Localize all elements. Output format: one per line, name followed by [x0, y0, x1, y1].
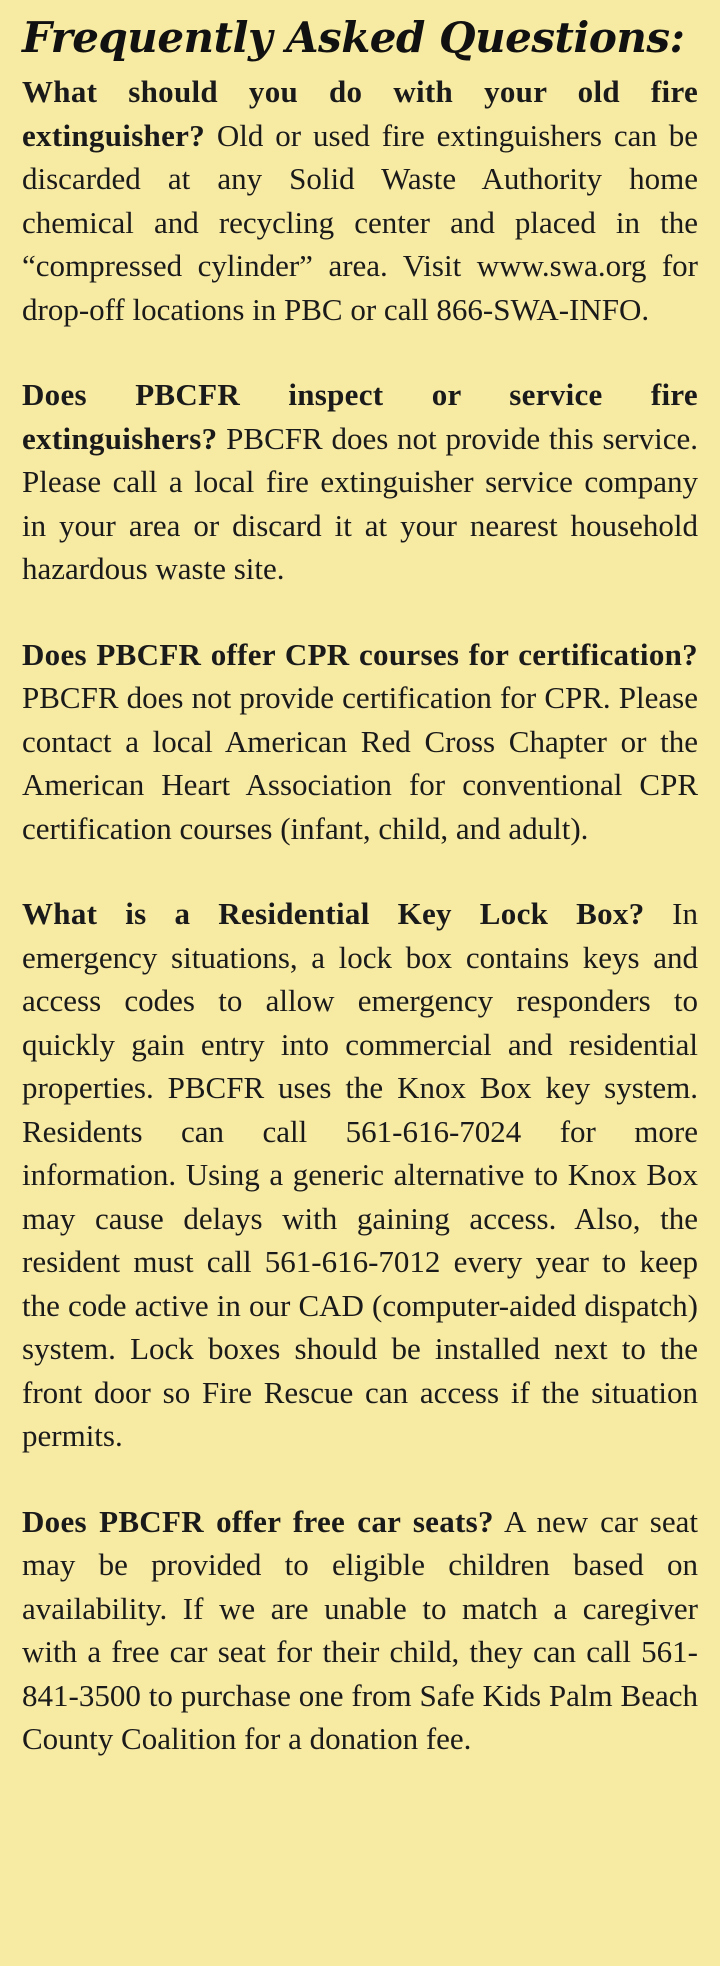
faq-question: Does PBCFR offer free car seats?	[22, 1503, 494, 1539]
faq-answer: PBCFR does not provide certification for CPR. Please contact a local American Red Cross Chapter or the American Heart Association for conventional CPR certification courses (infant, child, and adult).	[22, 680, 698, 846]
faq-answer: Old or used fire extinguishers can be discarded at any Solid Waste Authority home chemical and recycling center and placed in the “compressed cylinder” area. Visit www.swa.org for drop-off locations in PBC or call 866-SWA-INFO.	[22, 117, 698, 327]
faq-answer: A new car seat may be provided to eligible children based on availability. If we are unable to match a caregiver with a free car seat for their child, they can call 561-841-3500 to purchase one from Safe Kids Palm Beach County Coalition for a donation fee.	[22, 1503, 698, 1756]
faq-item-car-seats	[22, 1500, 698, 1761]
faq-item-key-lock-box	[22, 892, 698, 1458]
faq-question: Does PBCFR offer CPR courses for certification?	[22, 636, 698, 672]
faq-item-inspect-service	[22, 373, 698, 591]
faq-answer: In emergency situations, a lock box contains keys and access codes to allow emergency responders to quickly gain entry into commercial and residential properties. PBCFR uses the Knox Box key system. Residents can call 561-616-7024 for more information. Using a generic alternative to Knox Box may cause delays with gaining access. Also, the resident must call 561-616-7012 every year to keep the code active in our CAD (computer-aided dispatch) system. Lock boxes should be installed next to the front door so Fire Rescue can access if the situation permits.	[22, 896, 698, 1453]
faq-question: What should you do with your old fire extinguisher?	[22, 74, 698, 153]
faq-question: Does PBCFR inspect or service fire extinguishers?	[22, 377, 698, 456]
page-title: Frequently Asked Questions:	[22, 13, 685, 62]
faq-item-old-extinguisher	[22, 70, 698, 331]
faq-answer: PBCFR does not provide this service. Please call a local fire extinguisher service company in your area or discard it at your nearest household hazardous waste site.	[22, 420, 698, 586]
faq-question: What is a Residential Key Lock Box?	[22, 896, 645, 931]
faq-item-cpr-courses	[22, 633, 698, 851]
